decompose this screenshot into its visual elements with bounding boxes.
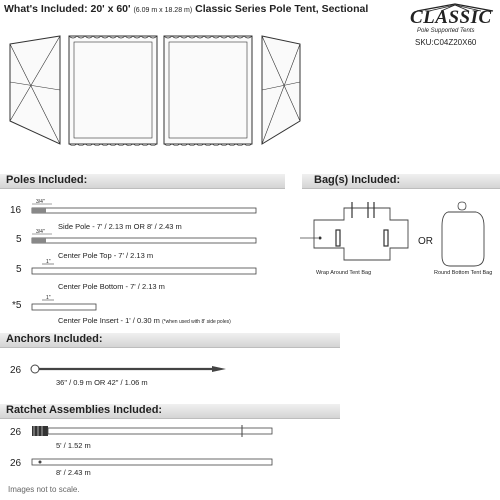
wrap-bag-label: Wrap Around Tent Bag (316, 270, 372, 276)
bags-section-title: Bag(s) Included: (314, 174, 401, 186)
pole-note: (*when used with 8' side poles) (162, 319, 231, 325)
ratchets-section-title: Ratchet Assemblies Included: (6, 404, 163, 416)
ratchet-qty: 26 (10, 458, 22, 469)
pole-dim: 1" (46, 295, 51, 301)
anchor-label: 36" / 0.9 m OR 42" / 1.06 m (56, 378, 148, 387)
center-pole-bottom-icon (30, 260, 260, 276)
anchor-qty: 26 (10, 365, 22, 376)
page-title: What's Included: 20' x 60' (6.09 m x 18.28 m) Classic Series Pole Tent, Sectional (4, 3, 369, 15)
brand-tagline: Pole Supported Tents (417, 28, 475, 34)
round-bag-label: Round Bottom Tent Bag (434, 270, 493, 276)
pole-label: Center Pole Top - 7' / 2.13 m (58, 251, 154, 260)
poles-section-title: Poles Included: (6, 174, 88, 186)
pole-qty: 5 (16, 264, 22, 275)
pole-dim: 3/4" (36, 229, 45, 235)
ratchet-assembly-icon (30, 423, 275, 439)
pole-dim: 1" (46, 259, 51, 265)
center-pole-top-icon (30, 230, 260, 246)
center-pole-insert-icon (30, 296, 100, 312)
pole-qty: 5 (16, 234, 22, 245)
brand-logo: CLASSIC (410, 7, 492, 28)
anchors-section-title: Anchors Included: (6, 333, 103, 345)
pole-dim: 3/4" (36, 199, 45, 205)
pole-qty: 16 (10, 205, 22, 216)
anchor-stake-icon (30, 362, 230, 376)
wrap-around-bag-icon (296, 198, 416, 270)
title-rest: Classic Series Pole Tent, Sectional (195, 3, 369, 15)
bag-or-label: OR (418, 236, 433, 247)
title-metric: (6.09 m x 18.28 m) (133, 7, 193, 14)
side-pole-icon (30, 200, 260, 216)
pole-label: Center Pole Insert - 1' / 0.30 m (*when used with 8' side poles) (58, 316, 231, 325)
pole-label: Side Pole - 7' / 2.13 m OR 8' / 2.43 m (58, 222, 182, 231)
sku-label: SKU:C04Z20X60 (415, 38, 477, 47)
round-bottom-bag-icon (440, 200, 490, 270)
pole-qty: *5 (12, 300, 22, 311)
ratchet-qty: 26 (10, 427, 22, 438)
ratchet-label: 5' / 1.52 m (56, 441, 91, 450)
tent-sectional-illustration (0, 26, 310, 151)
scale-footnote: Images not to scale. (8, 485, 80, 494)
pole-label: Center Pole Bottom - 7' / 2.13 m (58, 282, 165, 291)
ratchet-label: 8' / 2.43 m (56, 468, 91, 477)
